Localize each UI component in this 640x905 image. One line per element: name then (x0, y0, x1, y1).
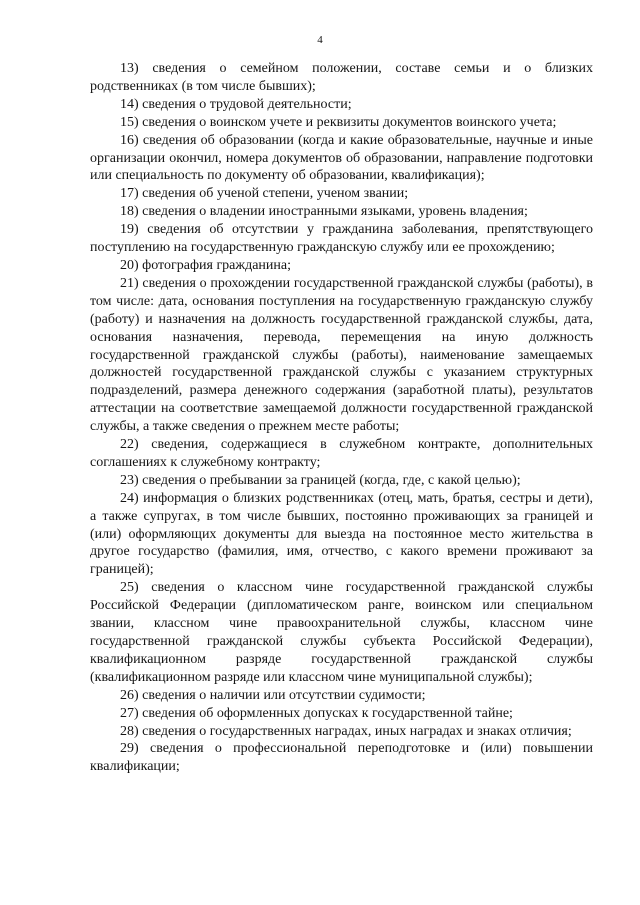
list-item-19: 19) сведения об отсутствии у гражданина заболевания, препятствующего поступлению на государственную гражданскую службу или ее прохождению; (90, 222, 593, 256)
list-item-18: 18) сведения о владении иностранными языками, уровень владения; (120, 204, 528, 220)
list-item-16: 16) сведения об образовании (когда и какие образовательные, научные и иные организации окончил, номера документов об образовании, направление подготовки или специальность по документу об образовании, квалификация); (90, 132, 593, 184)
page-number: 4 (317, 34, 323, 46)
list-item-20: 20) фотография гражданина; (120, 257, 291, 273)
document-body (90, 60, 593, 776)
list-item-13: 13) сведения о семейном положении, составе семьи и о близких родственниках (в том числе бывших); (90, 61, 593, 94)
list-item-25: 25) сведения о классном чине государственной гражданской службы Российской Федерации (дипломатическом ранге, воинском или специальном звании, классном чине правоохранительной службы, классном чине государственной гражданской службы субъекта Российской Федерации), квалификационном разряде государственной гражданской службы (квалификационном разряде или классном чине муниципальной службы); (90, 580, 593, 685)
list-item-23: 23) сведения о пребывании за границей (когда, где, с какой целью); (120, 472, 521, 488)
list-item-17: 17) сведения об ученой степени, ученом звании; (120, 186, 409, 202)
list-item-14: 14) сведения о трудовой деятельности; (120, 96, 352, 112)
list-item-27: 27) сведения об оформленных допусках к государственной тайне; (120, 705, 513, 721)
list-item-21: 21) сведения о прохождении государственной гражданской службы (работы), в том числе: дата, основания поступления на государственную гражданскую службу (работу) и назначения на должность государственной гражданской службы, дата, основания назначения, перевода, перемещения на иную должность государственной гражданской службы (работы), наименование замещаемых должностей государственной гражданской службы с указанием структурных подразделений, размера денежного содержания (заработной платы), результатов аттестации на соответствие замещаемой должности государственной гражданской службы, а также сведения о прежнем месте работы; (90, 275, 593, 435)
list-item-15: 15) сведения о воинском учете и реквизиты документов воинского учета; (120, 114, 557, 130)
list-item-22: 22) сведения, содержащиеся в служебном контракте, дополнительных соглашениях к служебному контракту; (90, 437, 593, 470)
list-item-29: 29) сведения о профессиональной переподготовке и (или) повышении квалификации; (90, 741, 593, 775)
list-item-24: 24) информация о близких родственниках (отец, мать, братья, сестры и дети), а также супругах, в том числе бывших, постоянно проживающих за границей и (или) оформляющих документы для выезда на постоянное место жительства в другое государство (фамилия, имя, отчество, с какого времени проживают за границей); (90, 490, 593, 578)
list-item-28: 28) сведения о государственных наградах, иных наградах и знаках отличия; (120, 723, 572, 739)
list-item-26: 26) сведения о наличии или отсутствии судимости; (120, 687, 426, 703)
